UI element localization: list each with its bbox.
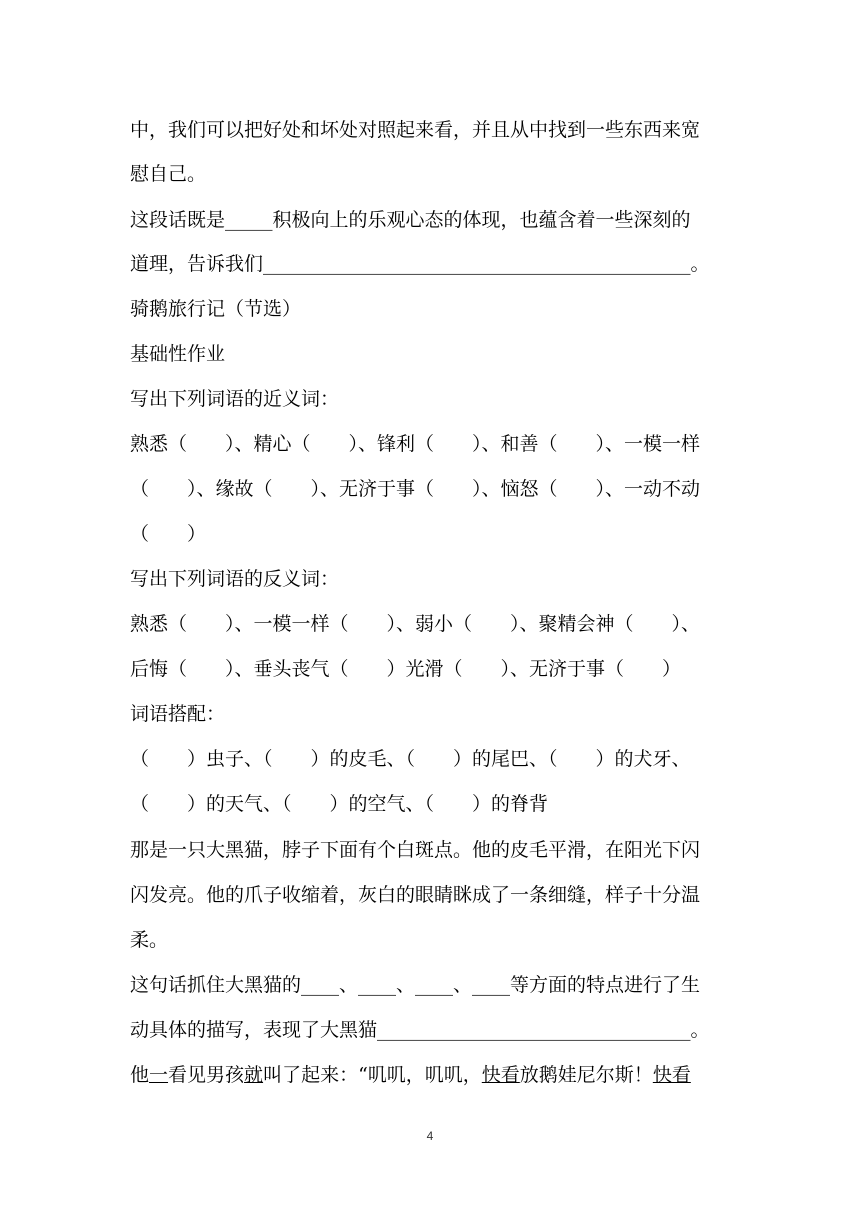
text-line: 这段话既是_____积极向上的乐观心态的体现，也蕴含着一些深刻的 xyxy=(130,209,691,231)
question-heading: 词语搭配： xyxy=(130,703,226,725)
text-line: 闪发亮。他的爪子收缩着，灰白的眼睛眯成了一条细缝，样子十分温 xyxy=(130,884,701,906)
text-line: 柔。 xyxy=(130,929,169,951)
text-line: （ ） xyxy=(130,523,207,545)
text-line: 那是一只大黑猫，脖子下面有个白斑点。他的皮毛平滑，在阳光下闪 xyxy=(130,839,701,861)
text-fragment: 看见男孩 xyxy=(168,1064,245,1086)
question-heading: 写出下列词语的近义词： xyxy=(130,388,340,410)
text-line: 道理，告诉我们_____________________________________________。 xyxy=(130,253,710,275)
section-title: 骑鹅旅行记（节选） xyxy=(130,298,302,320)
text-fragment: 他 xyxy=(130,1064,150,1086)
question-heading: 写出下列词语的反义词： xyxy=(130,568,340,590)
text-line: 熟悉（ ）、精心（ ）、锋利（ ）、和善（ ）、一模一样 xyxy=(130,433,701,455)
underlined-text: 快看 xyxy=(652,1064,691,1086)
text-line: （ ）虫子、（ ）的皮毛、（ ）的尾巴、（ ）的犬牙、 xyxy=(130,748,691,770)
text-fragment: 放鹅娃尼尔斯！ xyxy=(519,1064,653,1086)
text-fragment: 叫了起来：“叽叽，叽叽， xyxy=(263,1064,482,1086)
text-line: 后悔（ ）、垂头丧气（ ）光滑（ ）、无济于事（ ） xyxy=(130,658,682,680)
page-number: 4 xyxy=(426,1129,434,1143)
text-line xyxy=(130,1063,740,1087)
text-line: 中，我们可以把好处和坏处对照起来看，并且从中找到一些东西来宽 xyxy=(130,119,701,141)
underlined-text: 就 xyxy=(244,1064,264,1086)
text-line: 熟悉（ ）、一模一样（ ）、弱小（ ）、聚精会神（ ）、 xyxy=(130,613,701,635)
subsection-title: 基础性作业 xyxy=(130,343,226,365)
text-line: （ ）、缘故（ ）、无济于事（ ）、恼怒（ ）、一动不动 xyxy=(130,478,701,500)
text-line: 这句话抓住大黑猫的____、____、____、____等方面的特点进行了生 xyxy=(130,974,701,996)
underlined-text: 一 xyxy=(149,1064,169,1086)
text-line: 慰自己。 xyxy=(130,163,207,185)
text-line: 动具体的描写，表现了大黑猫_________________________________。 xyxy=(130,1019,710,1041)
underlined-text: 快看 xyxy=(481,1064,520,1086)
text-line: （ ）的天气、（ ）的空气、（ ）的脊背 xyxy=(130,793,549,815)
